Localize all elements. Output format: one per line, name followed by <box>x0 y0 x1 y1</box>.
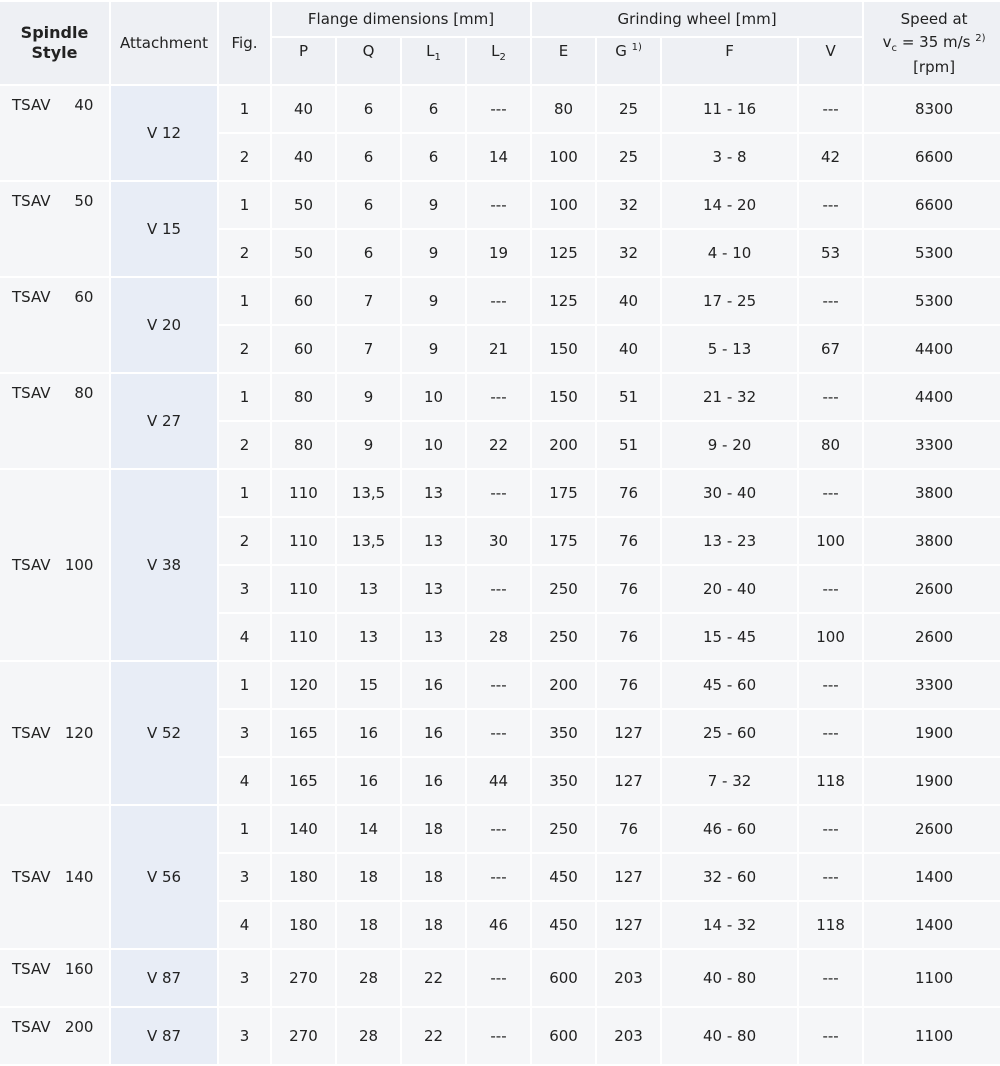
speed-cell: 6600 <box>864 182 1000 228</box>
v-cell: 100 <box>799 614 862 660</box>
spindle-style-cell: TSAV 80 <box>0 374 109 468</box>
fig-cell: 1 <box>219 182 270 228</box>
l2-cell: 44 <box>467 758 530 804</box>
v-cell: --- <box>799 566 862 612</box>
fig-cell: 1 <box>219 470 270 516</box>
fig-cell: 1 <box>219 278 270 324</box>
table-row <box>0 662 1000 708</box>
speed-cell: 6600 <box>864 134 1000 180</box>
p-cell: 60 <box>272 278 335 324</box>
p-cell: 110 <box>272 566 335 612</box>
f-cell: 40 - 80 <box>662 1008 797 1064</box>
p-cell: 80 <box>272 374 335 420</box>
fig-cell: 4 <box>219 614 270 660</box>
header-f: F <box>662 38 797 84</box>
header-l2 <box>467 38 530 84</box>
q-cell: 6 <box>337 230 400 276</box>
g-cell: 76 <box>597 566 660 612</box>
header-e: E <box>532 38 595 84</box>
q-cell: 18 <box>337 902 400 948</box>
speed-cell: 3300 <box>864 422 1000 468</box>
f-cell: 20 - 40 <box>662 566 797 612</box>
fig-cell: 1 <box>219 806 270 852</box>
p-cell: 180 <box>272 902 335 948</box>
header-g-sup: 1) <box>631 42 642 53</box>
v-cell: --- <box>799 1008 862 1064</box>
l1-cell: 18 <box>402 902 465 948</box>
p-cell: 165 <box>272 758 335 804</box>
speed-cell: 3800 <box>864 470 1000 516</box>
speed-cell: 1100 <box>864 1008 1000 1064</box>
l1-cell: 13 <box>402 566 465 612</box>
table-row <box>0 470 1000 516</box>
attachment-cell: V 38 <box>111 470 217 660</box>
f-cell: 5 - 13 <box>662 326 797 372</box>
fig-cell: 4 <box>219 902 270 948</box>
l2-cell: --- <box>467 278 530 324</box>
speed-cell: 1900 <box>864 758 1000 804</box>
l2-cell: --- <box>467 662 530 708</box>
speed-cell: 1100 <box>864 950 1000 1006</box>
v-cell: --- <box>799 710 862 756</box>
l2-cell: --- <box>467 86 530 132</box>
speed-cell: 3300 <box>864 662 1000 708</box>
header-speed-sub: c <box>891 42 898 54</box>
f-cell: 9 - 20 <box>662 422 797 468</box>
g-cell: 203 <box>597 950 660 1006</box>
e-cell: 450 <box>532 902 595 948</box>
l1-cell: 22 <box>402 950 465 1006</box>
attachment-cell: V 56 <box>111 806 217 948</box>
l1-cell: 9 <box>402 326 465 372</box>
fig-cell: 3 <box>219 566 270 612</box>
header-g-letter: G <box>615 42 632 60</box>
header-speed-line1: Speed at <box>900 9 968 28</box>
v-cell: --- <box>799 470 862 516</box>
f-cell: 7 - 32 <box>662 758 797 804</box>
header-l2-sub: 2 <box>499 52 506 63</box>
speed-cell: 3800 <box>864 518 1000 564</box>
spindle-style-cell: TSAV 120 <box>0 662 109 804</box>
q-cell: 7 <box>337 326 400 372</box>
l2-cell: --- <box>467 806 530 852</box>
header-spindle-style <box>0 2 109 84</box>
f-cell: 17 - 25 <box>662 278 797 324</box>
q-cell: 14 <box>337 806 400 852</box>
header-speed-v: v <box>882 32 892 51</box>
l1-cell: 16 <box>402 758 465 804</box>
g-cell: 51 <box>597 374 660 420</box>
l2-cell: --- <box>467 374 530 420</box>
g-cell: 40 <box>597 278 660 324</box>
e-cell: 175 <box>532 518 595 564</box>
f-cell: 21 - 32 <box>662 374 797 420</box>
l2-cell: --- <box>467 566 530 612</box>
v-cell: 67 <box>799 326 862 372</box>
p-cell: 50 <box>272 230 335 276</box>
v-cell: --- <box>799 662 862 708</box>
speed-cell: 2600 <box>864 806 1000 852</box>
table-row <box>0 278 1000 324</box>
l1-cell: 16 <box>402 710 465 756</box>
l1-cell: 9 <box>402 278 465 324</box>
l1-cell: 9 <box>402 230 465 276</box>
l1-cell: 13 <box>402 470 465 516</box>
g-cell: 25 <box>597 86 660 132</box>
spindle-style-cell: TSAV 60 <box>0 278 109 372</box>
speed-cell: 8300 <box>864 86 1000 132</box>
v-cell: 53 <box>799 230 862 276</box>
q-cell: 13 <box>337 566 400 612</box>
l2-cell: 22 <box>467 422 530 468</box>
table-row <box>0 86 1000 132</box>
g-cell: 127 <box>597 902 660 948</box>
v-cell: 118 <box>799 902 862 948</box>
v-cell: --- <box>799 182 862 228</box>
f-cell: 45 - 60 <box>662 662 797 708</box>
f-cell: 32 - 60 <box>662 854 797 900</box>
e-cell: 600 <box>532 1008 595 1064</box>
header-speed-sup: 2) <box>975 32 986 44</box>
q-cell: 13,5 <box>337 518 400 564</box>
table-row <box>0 806 1000 852</box>
l2-cell: --- <box>467 854 530 900</box>
p-cell: 165 <box>272 710 335 756</box>
f-cell: 14 - 32 <box>662 902 797 948</box>
p-cell: 110 <box>272 614 335 660</box>
speed-cell: 5300 <box>864 278 1000 324</box>
fig-cell: 1 <box>219 374 270 420</box>
spindle-style-cell: TSAV 200 <box>0 1008 109 1064</box>
header-speed <box>864 2 1000 84</box>
v-cell: --- <box>799 278 862 324</box>
spindle-style-cell: TSAV 40 <box>0 86 109 180</box>
l1-cell: 9 <box>402 182 465 228</box>
l1-cell: 6 <box>402 86 465 132</box>
attachment-cell: V 12 <box>111 86 217 180</box>
spindle-style-cell: TSAV 50 <box>0 182 109 276</box>
q-cell: 28 <box>337 950 400 1006</box>
v-cell: 80 <box>799 422 862 468</box>
g-cell: 76 <box>597 806 660 852</box>
header-g <box>597 38 660 84</box>
fig-cell: 3 <box>219 1008 270 1064</box>
q-cell: 28 <box>337 1008 400 1064</box>
g-cell: 76 <box>597 662 660 708</box>
e-cell: 125 <box>532 278 595 324</box>
f-cell: 11 - 16 <box>662 86 797 132</box>
l2-cell: --- <box>467 950 530 1006</box>
header-v: V <box>799 38 862 84</box>
header-l1 <box>402 38 465 84</box>
l1-cell: 16 <box>402 662 465 708</box>
speed-cell: 2600 <box>864 566 1000 612</box>
f-cell: 25 - 60 <box>662 710 797 756</box>
e-cell: 80 <box>532 86 595 132</box>
q-cell: 16 <box>337 710 400 756</box>
header-speed-eq: = 35 m/s <box>897 32 976 51</box>
q-cell: 6 <box>337 134 400 180</box>
v-cell: 118 <box>799 758 862 804</box>
table-row <box>0 374 1000 420</box>
e-cell: 450 <box>532 854 595 900</box>
q-cell: 18 <box>337 854 400 900</box>
l1-cell: 13 <box>402 518 465 564</box>
e-cell: 250 <box>532 614 595 660</box>
p-cell: 120 <box>272 662 335 708</box>
v-cell: --- <box>799 854 862 900</box>
attachment-cell: V 87 <box>111 950 217 1006</box>
table-row <box>0 182 1000 228</box>
spindle-style-cell: TSAV 140 <box>0 806 109 948</box>
g-cell: 40 <box>597 326 660 372</box>
g-cell: 51 <box>597 422 660 468</box>
fig-cell: 3 <box>219 710 270 756</box>
header-attachment: Attachment <box>111 2 217 84</box>
v-cell: 42 <box>799 134 862 180</box>
q-cell: 13,5 <box>337 470 400 516</box>
f-cell: 30 - 40 <box>662 470 797 516</box>
header-spindle-line1: Spindle <box>20 23 89 42</box>
l2-cell: 19 <box>467 230 530 276</box>
fig-cell: 2 <box>219 134 270 180</box>
table-header <box>0 2 1000 84</box>
f-cell: 15 - 45 <box>662 614 797 660</box>
e-cell: 200 <box>532 662 595 708</box>
g-cell: 32 <box>597 230 660 276</box>
l1-cell: 22 <box>402 1008 465 1064</box>
e-cell: 100 <box>532 134 595 180</box>
q-cell: 16 <box>337 758 400 804</box>
q-cell: 13 <box>337 614 400 660</box>
g-cell: 127 <box>597 854 660 900</box>
p-cell: 60 <box>272 326 335 372</box>
p-cell: 140 <box>272 806 335 852</box>
attachment-cell: V 20 <box>111 278 217 372</box>
p-cell: 110 <box>272 470 335 516</box>
header-p: P <box>272 38 335 84</box>
table-body <box>0 86 1000 1064</box>
header-spindle-line2: Style <box>31 43 78 62</box>
attachment-cell: V 52 <box>111 662 217 804</box>
v-cell: --- <box>799 86 862 132</box>
e-cell: 175 <box>532 470 595 516</box>
l1-cell: 18 <box>402 806 465 852</box>
g-cell: 76 <box>597 614 660 660</box>
fig-cell: 1 <box>219 86 270 132</box>
l2-cell: --- <box>467 182 530 228</box>
speed-cell: 1400 <box>864 902 1000 948</box>
fig-cell: 2 <box>219 518 270 564</box>
attachment-cell: V 15 <box>111 182 217 276</box>
v-cell: 100 <box>799 518 862 564</box>
speed-cell: 1900 <box>864 710 1000 756</box>
p-cell: 270 <box>272 950 335 1006</box>
header-l2-letter: L <box>491 42 500 60</box>
l2-cell: 14 <box>467 134 530 180</box>
table-row <box>0 950 1000 1006</box>
p-cell: 270 <box>272 1008 335 1064</box>
p-cell: 40 <box>272 134 335 180</box>
e-cell: 250 <box>532 806 595 852</box>
p-cell: 80 <box>272 422 335 468</box>
l1-cell: 10 <box>402 374 465 420</box>
q-cell: 6 <box>337 86 400 132</box>
header-l1-sub: 1 <box>434 52 441 63</box>
g-cell: 32 <box>597 182 660 228</box>
fig-cell: 2 <box>219 422 270 468</box>
p-cell: 50 <box>272 182 335 228</box>
p-cell: 40 <box>272 86 335 132</box>
fig-cell: 4 <box>219 758 270 804</box>
g-cell: 203 <box>597 1008 660 1064</box>
f-cell: 4 - 10 <box>662 230 797 276</box>
header-q: Q <box>337 38 400 84</box>
l2-cell: --- <box>467 710 530 756</box>
fig-cell: 3 <box>219 950 270 1006</box>
fig-cell: 1 <box>219 662 270 708</box>
l1-cell: 13 <box>402 614 465 660</box>
q-cell: 9 <box>337 422 400 468</box>
header-l1-letter: L <box>426 42 435 60</box>
spindle-style-cell: TSAV 160 <box>0 950 109 1006</box>
speed-cell: 2600 <box>864 614 1000 660</box>
fig-cell: 2 <box>219 230 270 276</box>
speed-cell: 4400 <box>864 374 1000 420</box>
e-cell: 100 <box>532 182 595 228</box>
attachment-cell: V 27 <box>111 374 217 468</box>
e-cell: 200 <box>532 422 595 468</box>
header-flange-dimensions: Flange dimensions [mm] <box>272 2 530 36</box>
e-cell: 150 <box>532 374 595 420</box>
e-cell: 350 <box>532 758 595 804</box>
v-cell: --- <box>799 950 862 1006</box>
q-cell: 6 <box>337 182 400 228</box>
speed-cell: 5300 <box>864 230 1000 276</box>
l2-cell: 21 <box>467 326 530 372</box>
speed-cell: 1400 <box>864 854 1000 900</box>
g-cell: 76 <box>597 470 660 516</box>
l2-cell: 46 <box>467 902 530 948</box>
fig-cell: 2 <box>219 326 270 372</box>
q-cell: 9 <box>337 374 400 420</box>
e-cell: 250 <box>532 566 595 612</box>
fig-cell: 3 <box>219 854 270 900</box>
e-cell: 150 <box>532 326 595 372</box>
header-grinding-wheel: Grinding wheel [mm] <box>532 2 862 36</box>
p-cell: 110 <box>272 518 335 564</box>
speed-cell: 4400 <box>864 326 1000 372</box>
l2-cell: --- <box>467 1008 530 1064</box>
v-cell: --- <box>799 374 862 420</box>
header-fig: Fig. <box>219 2 270 84</box>
g-cell: 127 <box>597 758 660 804</box>
l1-cell: 6 <box>402 134 465 180</box>
p-cell: 180 <box>272 854 335 900</box>
g-cell: 76 <box>597 518 660 564</box>
v-cell: --- <box>799 806 862 852</box>
l2-cell: --- <box>467 470 530 516</box>
l2-cell: 30 <box>467 518 530 564</box>
e-cell: 600 <box>532 950 595 1006</box>
f-cell: 3 - 8 <box>662 134 797 180</box>
f-cell: 13 - 23 <box>662 518 797 564</box>
e-cell: 350 <box>532 710 595 756</box>
l1-cell: 18 <box>402 854 465 900</box>
spindle-style-cell: TSAV 100 <box>0 470 109 660</box>
table-row <box>0 1008 1000 1064</box>
f-cell: 46 - 60 <box>662 806 797 852</box>
q-cell: 7 <box>337 278 400 324</box>
q-cell: 15 <box>337 662 400 708</box>
f-cell: 14 - 20 <box>662 182 797 228</box>
attachment-cell: V 87 <box>111 1008 217 1064</box>
f-cell: 40 - 80 <box>662 950 797 1006</box>
header-speed-unit: [rpm] <box>913 57 956 76</box>
g-cell: 127 <box>597 710 660 756</box>
l2-cell: 28 <box>467 614 530 660</box>
g-cell: 25 <box>597 134 660 180</box>
e-cell: 125 <box>532 230 595 276</box>
l1-cell: 10 <box>402 422 465 468</box>
